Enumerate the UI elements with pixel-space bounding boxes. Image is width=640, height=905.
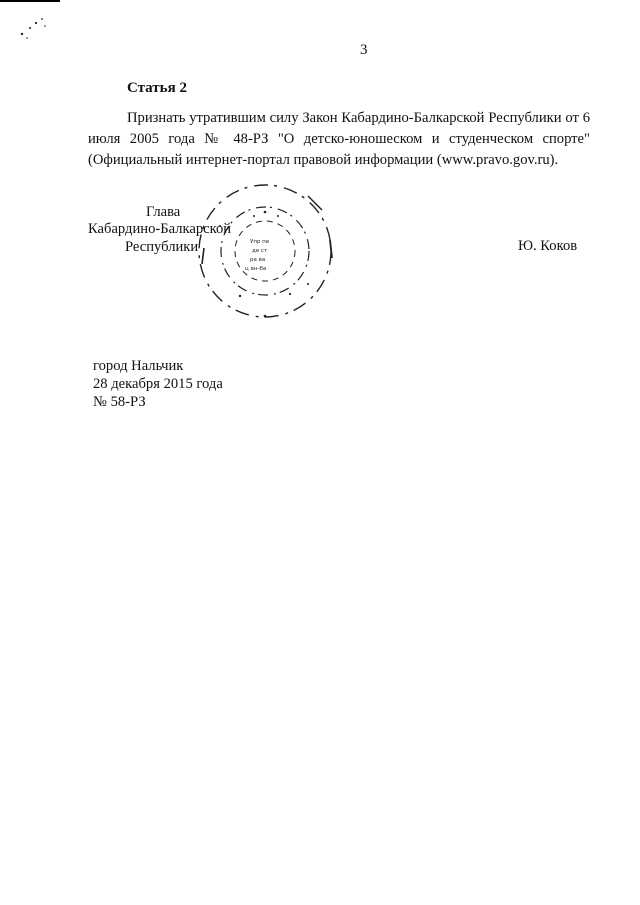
signature-title-line3: Республики bbox=[125, 239, 199, 255]
signer-name: Ю. Коков bbox=[518, 238, 578, 254]
footer-number: № 58-РЗ bbox=[93, 394, 146, 410]
top-edge-line bbox=[0, 0, 60, 2]
page-number: 3 bbox=[360, 42, 368, 58]
seal-text-1: Упр пе bbox=[250, 239, 270, 245]
scan-specks bbox=[18, 14, 58, 44]
seal-text-2: де ст bbox=[252, 248, 268, 254]
article-heading: Статья 2 bbox=[127, 80, 187, 96]
official-seal bbox=[190, 176, 340, 326]
article-text: Признать утратившим силу Закон Кабардино-Балкарской Республики от 6 июля 2005 года № 48-РЗ "О детско-юношеском и студенческом спорте" (Официальный интернет-портал правовой информации (www.pravo.gov.ru). bbox=[88, 110, 590, 168]
footer-date: 28 декабря 2015 года bbox=[93, 376, 223, 392]
footer-city: город Нальчик bbox=[93, 358, 184, 374]
seal-text-3: ра ва bbox=[250, 257, 266, 263]
signature-title-line1: Глава bbox=[146, 204, 181, 220]
seal-text-4: ц ан-ба bbox=[245, 266, 267, 272]
signature-title-line2: Кабардино-Балкарской bbox=[88, 221, 232, 237]
document-footer bbox=[93, 357, 223, 411]
